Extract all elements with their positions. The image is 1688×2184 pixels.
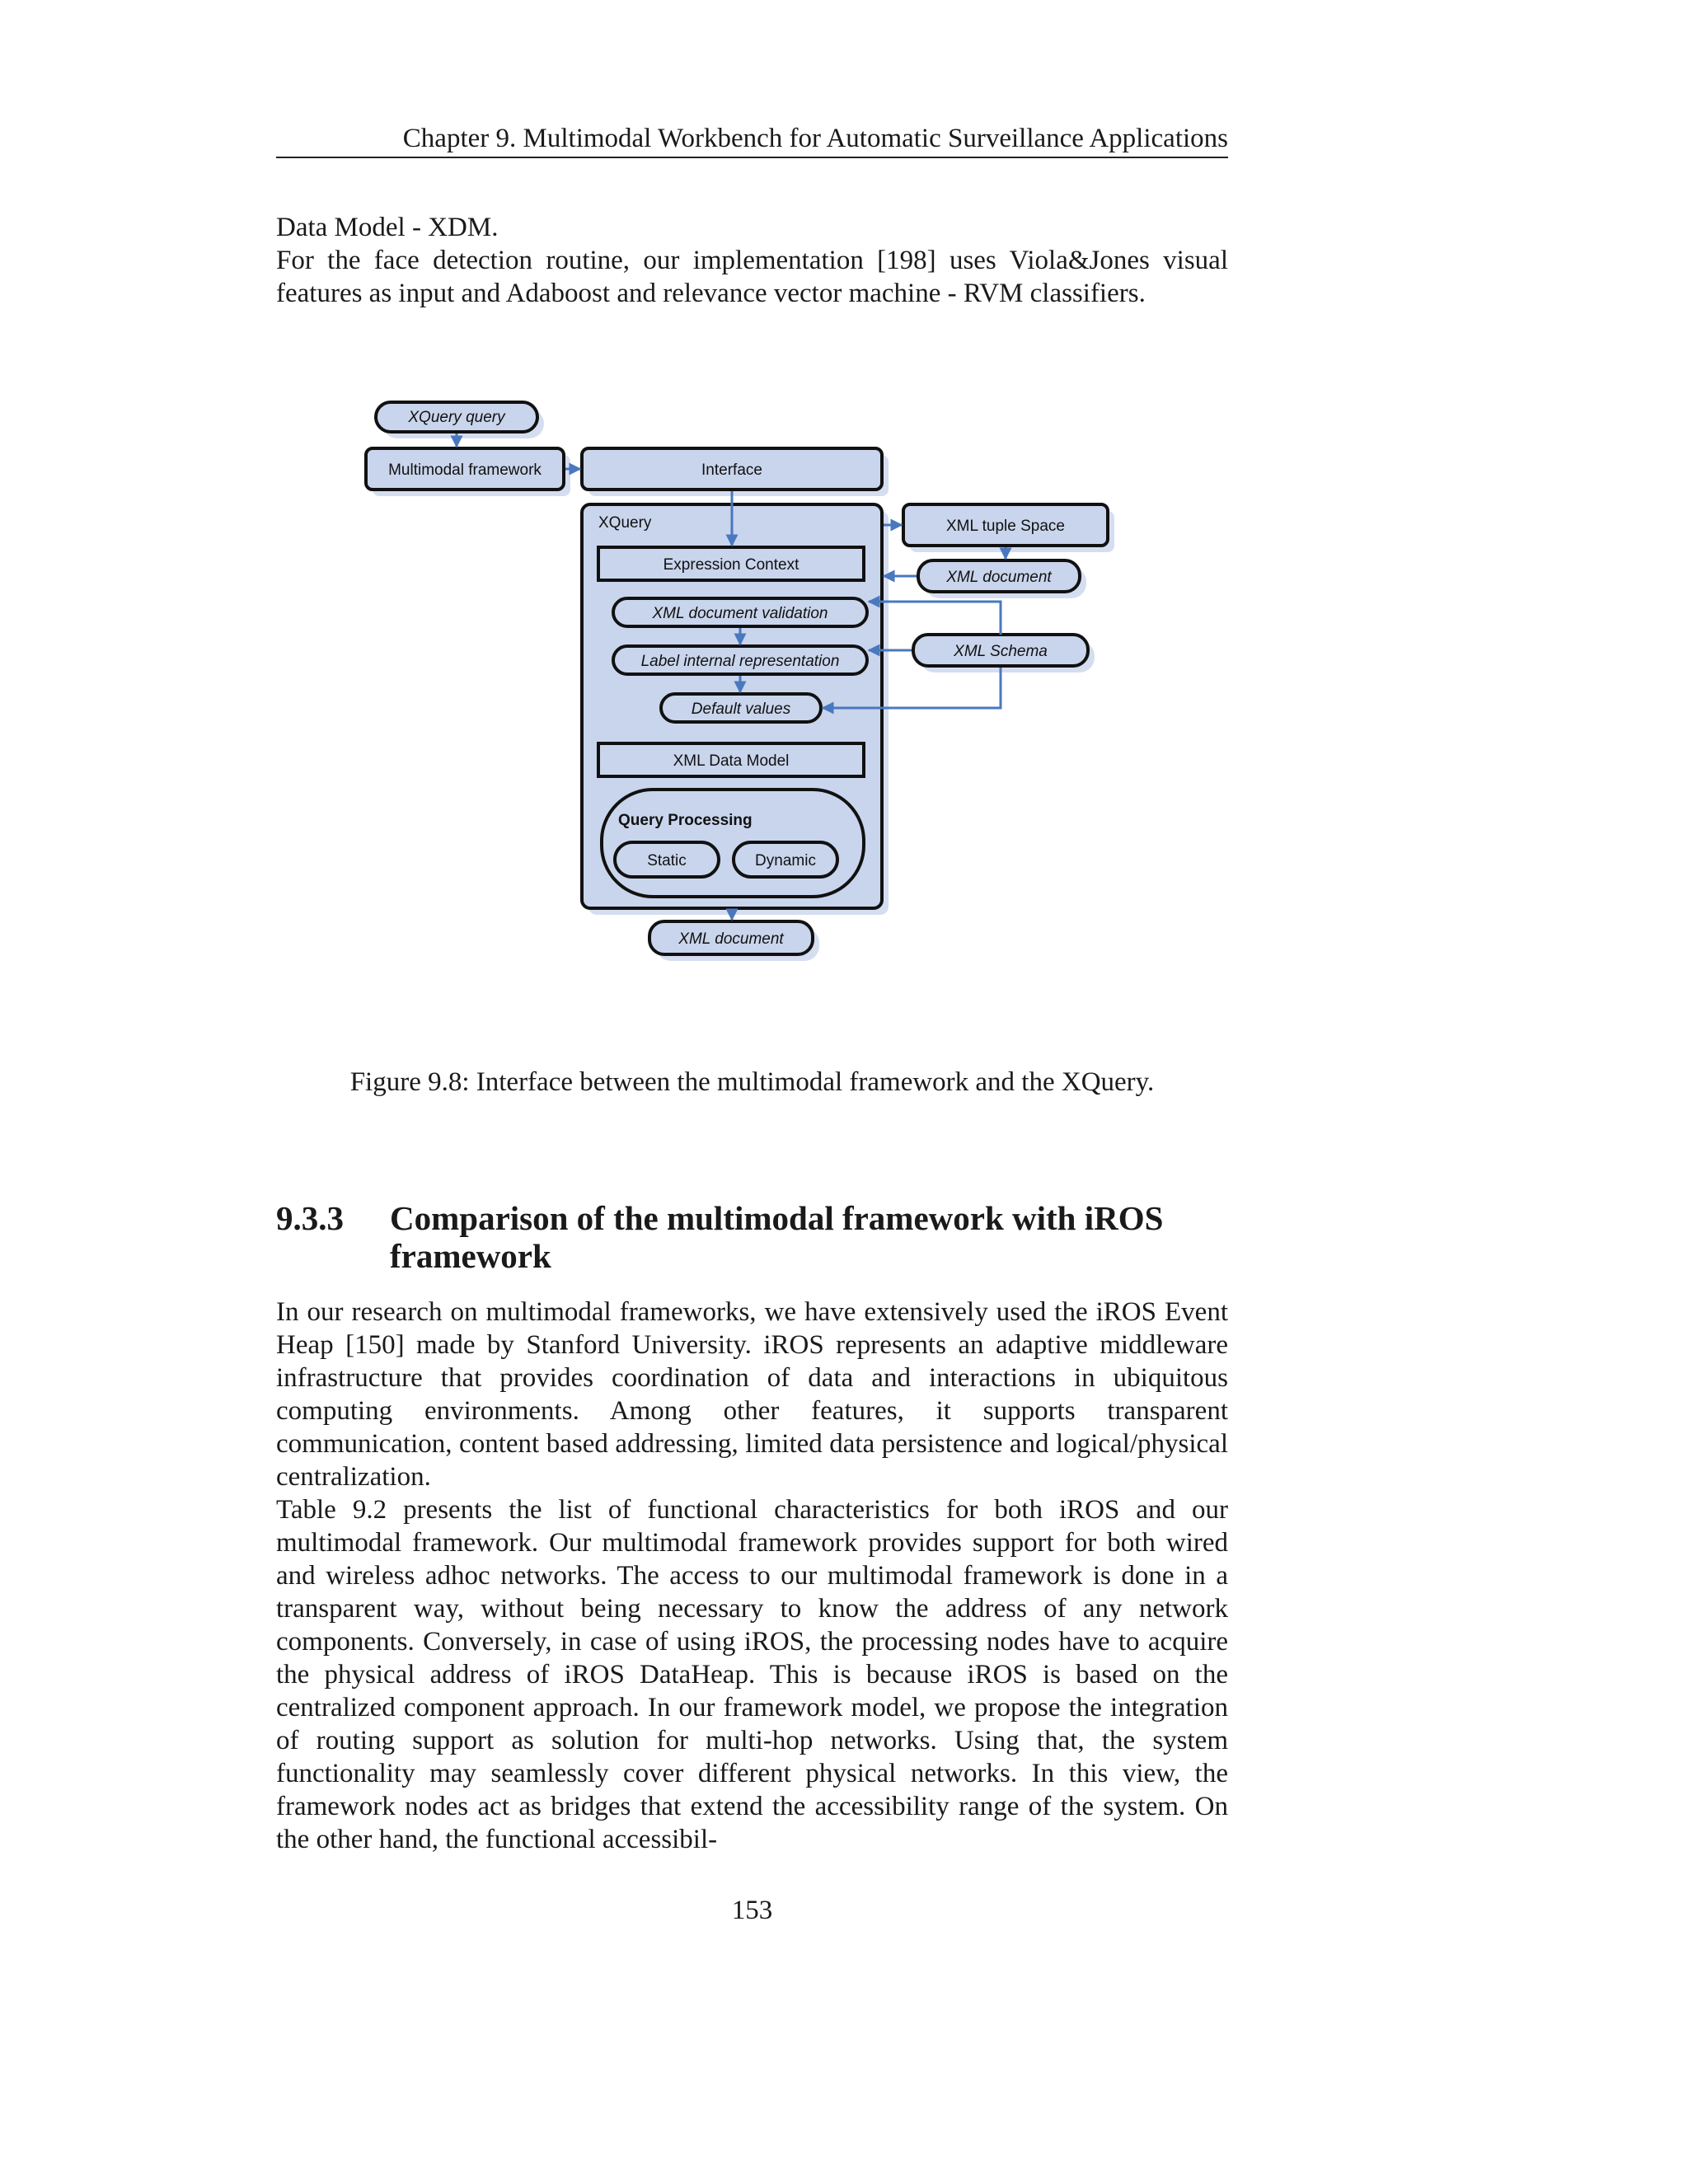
running-header: Chapter 9. Multimodal Workbench for Automatic Surveillance Applications bbox=[276, 120, 1228, 158]
figure-caption: Figure 9.8: Interface between the multimodal framework and the XQuery. bbox=[349, 1067, 1155, 1097]
architecture-diagram bbox=[354, 387, 1146, 989]
xml-schema-label: XML Schema bbox=[954, 643, 1048, 660]
dynamic-label: Dynamic bbox=[755, 852, 816, 869]
xml-document-out-label: XML document bbox=[678, 930, 784, 948]
xml-doc-validation-label: XML document validation bbox=[652, 605, 828, 622]
body-paragraph-1: In our research on multimodal frameworks, we have extensively used the iROS Event Heap [150] made by Stanford University. iROS represents an adaptive middleware infrastructure that provides coordination of data and interactions in ubiquitous computing environments. Among other features, it supports transparent communication, content based addressing, limited data persistence and logical/physical centralization. bbox=[276, 1297, 1228, 1492]
xml-tuple-space-label: XML tuple Space bbox=[946, 518, 1065, 535]
body-paragraph-2: Table 9.2 presents the list of functional characteristics for both iROS and our multimodal framework. Our multimodal framework provides support for both wired and wireless adhoc networks. The access to our multimodal framework is done in a transparent way, without being necessary to know the address of any network components. Conversely, in case of using iROS, the processing nodes have to acquire the physical address of iROS DataHeap. This is because iROS is based on the centralized component approach. In our framework model, we propose the integration of routing support as solution for multi-hop networks. Using that, the system functionality may seamlessly cover different physical networks. In this view, the framework nodes act as bridges that extend the accessibility range of the system. On the other hand, the functional accessibil- bbox=[276, 1495, 1228, 1854]
default-values-label: Default values bbox=[691, 701, 791, 718]
expression-context-label: Expression Context bbox=[663, 556, 799, 574]
section-number: 9.3.3 bbox=[276, 1199, 344, 1237]
section-title: Comparison of the multimodal framework with iROS framework bbox=[390, 1199, 1164, 1275]
intro-line-1: Data Model - XDM. bbox=[276, 213, 499, 242]
xquery-label: XQuery bbox=[598, 514, 652, 532]
xquery-query-label: XQuery query bbox=[408, 409, 505, 426]
query-processing-label: Query Processing bbox=[618, 812, 753, 829]
page-number: 153 bbox=[731, 1896, 773, 1925]
xml-data-model-label: XML Data Model bbox=[673, 752, 790, 770]
body-text bbox=[276, 1296, 1228, 1856]
xml-document-in-label: XML document bbox=[946, 569, 1052, 586]
intro-text bbox=[276, 211, 1228, 310]
interface-label: Interface bbox=[701, 462, 762, 479]
intro-line-2: For the face detection routine, our implementation [198] uses Viola&Jones visual features as input and Adaboost and relevance vector machine - RVM classifiers. bbox=[276, 246, 1228, 308]
static-label: Static bbox=[647, 852, 687, 869]
architecture-figure bbox=[354, 387, 1146, 989]
label-internal-label: Label internal representation bbox=[640, 653, 840, 670]
multimodal-framework-label: Multimodal framework bbox=[388, 462, 542, 479]
